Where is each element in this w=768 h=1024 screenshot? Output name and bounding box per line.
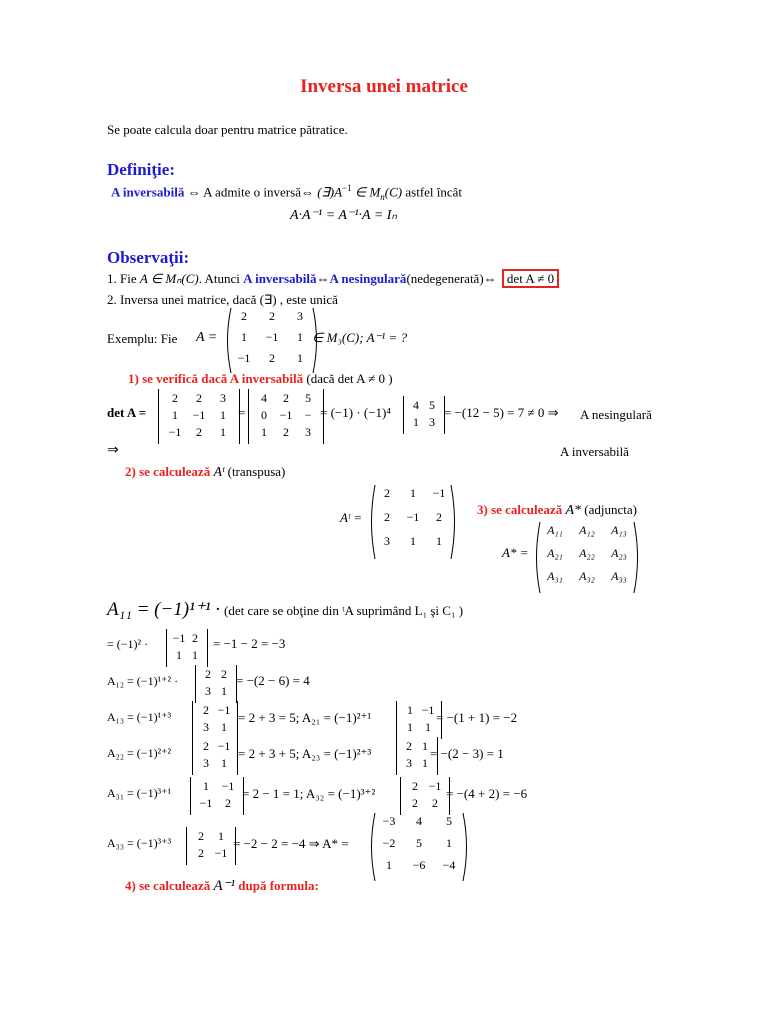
matrix-cell: 3 <box>297 309 303 323</box>
a11-result: = −1 − 2 = −3 <box>213 636 286 651</box>
matrix-cell: A₃₃ <box>611 569 627 583</box>
matrix-cell: −1 <box>432 486 446 500</box>
step1-cond: (dacă det A ≠ 0 ) <box>306 371 393 386</box>
matrix-cell: 1 <box>261 425 267 439</box>
matrix-cell: −1 <box>421 703 435 717</box>
example-a-eq: A = <box>196 330 218 345</box>
matrix-cell: 1 <box>407 720 413 734</box>
matrix-cell: 1 <box>221 720 227 734</box>
matrix-cell: 1 <box>172 408 178 422</box>
obs1-inversabila: A inversabilă <box>243 271 317 286</box>
matrix-cell: 1 <box>407 703 413 717</box>
a11-heading <box>107 598 463 621</box>
matrix-cell: 3 <box>203 720 209 734</box>
observation-1 <box>107 271 559 287</box>
matrix-cell: −3 <box>382 814 396 828</box>
obs1-boxed: det A ≠ 0 <box>502 269 559 288</box>
matrix-cell: 2 <box>412 796 418 810</box>
definition-text1: A admite o inversă <box>203 184 301 200</box>
a13-line: A₁₃ = (−1)¹⁺³ <box>107 710 172 724</box>
definition-lead: A inversabilă <box>111 184 185 200</box>
a31-line: A₃₁ = (−1)³⁺¹ <box>107 786 172 800</box>
matrix-cell: 1 <box>203 779 209 793</box>
matrix-cell: 5 <box>429 398 435 412</box>
det-expansion: = (−1) · (−1)⁴ <box>320 405 391 420</box>
matrix-cell: A₃₁ <box>547 569 563 583</box>
conclusion-nesingulara: A nesingulară <box>580 407 652 422</box>
matrix-cell: 2 <box>196 425 202 439</box>
definition-text3: ∈ M <box>354 184 381 200</box>
step2-line <box>125 464 285 481</box>
obs1-nedegenerata: (nedegenerată) <box>406 271 484 286</box>
matrix-cell: 2 <box>269 309 275 323</box>
matrix-cell: 4 <box>261 391 267 405</box>
a12-result: = −(2 − 6) = 4 <box>236 673 310 688</box>
matrix-cell: −1 <box>221 779 235 793</box>
step3-note: (adjuncta) <box>584 502 637 517</box>
matrix-cell: −1 <box>199 796 213 810</box>
matrix-cell: A₃₂ <box>579 569 595 583</box>
definition-text2: (∃)A <box>317 184 343 200</box>
matrix-cell: 1 <box>410 534 416 548</box>
matrix-cell: A₁₃ <box>611 523 627 537</box>
matrix-cell: − <box>304 408 312 422</box>
a22-line: A₂₂ = (−1)²⁺² <box>107 746 172 760</box>
a31-result: = 2 − 1 = 1; A₃₂ = (−1)³⁺² <box>242 786 376 801</box>
matrix-cell: −1 <box>168 425 182 439</box>
step4-math: A⁻¹ <box>213 878 236 894</box>
matrix-cell: 2 <box>221 667 227 681</box>
matrix-cell: −6 <box>412 858 426 872</box>
a22-result: = 2 + 3 + 5; A₂₃ = (−1)²⁺³ <box>238 746 372 761</box>
example-suffix: ∈ M₃(C); A⁻¹ = ? <box>312 330 408 345</box>
matrix-cell: −1 <box>192 408 206 422</box>
matrix-cell: 2 <box>225 796 231 810</box>
matrix-cell: 2 <box>384 486 390 500</box>
matrix-cell: 2 <box>192 631 198 645</box>
matrix-cell: 1 <box>410 486 416 500</box>
a11-note: (det care se obţine din ᵗA suprimând L₁ şi C₁ ) <box>224 603 464 618</box>
matrix-cell: 1 <box>413 415 419 429</box>
obs1-prefix: 1. Fie <box>107 271 137 286</box>
step3-line <box>477 502 637 519</box>
matrix-cell: −1 <box>237 351 251 365</box>
implies-arrow: ⇒ <box>107 443 119 458</box>
matrix-cell: 3 <box>429 415 435 429</box>
matrix-cell: A₂₃ <box>611 546 627 560</box>
matrix-cell: 1 <box>297 351 303 365</box>
matrix-cell: 1 <box>425 720 431 734</box>
matrix-cell: 2 <box>412 779 418 793</box>
example-prefix: Exemplu: Fie <box>107 331 178 346</box>
observations-heading: Observaţii: <box>107 248 190 267</box>
step2-label: 2) se calculează <box>125 464 211 479</box>
matrix-cell: 2 <box>406 739 412 753</box>
matrix-cell: 2 <box>198 829 204 843</box>
matrix-cell: 1 <box>386 858 392 872</box>
matrix-cell: 3 <box>203 756 209 770</box>
matrix-cell: 1 <box>297 330 303 344</box>
matrix-cell: 0 <box>261 408 267 422</box>
matrix-cell: 1 <box>176 648 182 662</box>
matrix-cell: 2 <box>384 510 390 524</box>
adj-label: A* = <box>502 545 529 560</box>
det-result: = −(12 − 5) = 7 ≠ 0 ⇒ <box>444 405 559 420</box>
matrix-cell: 3 <box>384 534 390 548</box>
matrix-cell: 2 <box>205 667 211 681</box>
a11-line: = (−1)² · <box>107 637 149 651</box>
matrix-cell: 1 <box>192 648 198 662</box>
matrix-cell: −1 <box>406 510 420 524</box>
matrix-cell: −1 <box>428 779 442 793</box>
transpose-label: Aᵗ = <box>340 510 363 525</box>
matrix-cell: 5 <box>305 391 311 405</box>
matrix-cell: 2 <box>283 425 289 439</box>
step4-suffix: după formula: <box>238 878 319 893</box>
matrix-cell: 1 <box>436 534 442 548</box>
matrix-cell: 2 <box>432 796 438 810</box>
matrix-cell: A₁₁ <box>547 523 563 537</box>
matrix-cell: 1 <box>220 425 226 439</box>
matrix-cell: 3 <box>205 684 211 698</box>
page-title: Inversa unei matrice <box>300 76 468 97</box>
matrix-cell: 1 <box>218 829 224 843</box>
matrix-cell: 1 <box>221 684 227 698</box>
matrix-cell: 4 <box>413 398 419 412</box>
definition-text5: astfel încât <box>405 184 463 200</box>
obs1-mid: . Atunci <box>198 271 240 286</box>
matrix-cell: A₁₂ <box>579 523 595 537</box>
matrix-cell: 2 <box>203 739 209 753</box>
matrix-cell: 5 <box>416 836 422 850</box>
iff-symbol-3: ⇔ <box>316 271 330 286</box>
matrix-cell: A₂₁ <box>547 546 563 560</box>
matrix-cell: −1 <box>279 408 293 422</box>
a33-line: A₃₃ = (−1)³⁺³ <box>107 836 172 850</box>
matrix-cell: 1 <box>241 330 247 344</box>
matrix-cell: 2 <box>203 703 209 717</box>
matrix-cell: 4 <box>416 814 422 828</box>
definition-heading: Definiţie: <box>107 160 175 179</box>
definition-text4: (C) <box>384 184 403 200</box>
a12-line: A₁₂ = (−1)¹⁺² · <box>107 674 179 688</box>
matrix-cell: −1 <box>214 846 228 860</box>
matrix-cell: −2 <box>382 836 396 850</box>
matrix-cell: 1 <box>422 756 428 770</box>
iff-symbol-4: ⇔ <box>483 271 497 286</box>
step2-note: (transpusa) <box>227 464 286 479</box>
definition-sup: −1 <box>342 183 352 193</box>
step1-label: 1) se verifică dacă A inversabilă <box>128 371 304 386</box>
matrix-cell: 2 <box>198 846 204 860</box>
matrix-cell: 2 <box>196 391 202 405</box>
a32-result: = −(4 + 2) = −6 <box>446 786 528 801</box>
matrix-cell: 2 <box>241 309 247 323</box>
step1-line <box>128 371 393 387</box>
definition-line <box>111 183 462 202</box>
matrix-cell: 1 <box>221 756 227 770</box>
det-label: det A = <box>107 405 147 420</box>
step2-math: Aᵗ <box>213 465 225 480</box>
matrix-cell: 5 <box>446 814 452 828</box>
matrix-cell: 3 <box>305 425 311 439</box>
matrix-cell: −1 <box>172 631 186 645</box>
iff-symbol-2: ⇔ <box>300 184 314 200</box>
matrix-cell: 3 <box>220 391 226 405</box>
obs1-math: A ∈ Mₙ(C) <box>139 271 199 286</box>
step4-label: 4) se calculează <box>125 878 211 893</box>
det-eq: = <box>238 405 246 420</box>
matrix-cell: −1 <box>217 703 231 717</box>
observation-2: 2. Inversa unei matrice, dacă (∃) , este unică <box>107 292 338 307</box>
a13-result: = 2 + 3 = 5; A₂₁ = (−1)²⁺¹ <box>238 710 372 725</box>
a11-head: A₁₁ = (−1)¹⁺¹ · <box>107 599 221 620</box>
intro-text: Se poate calcula doar pentru matrice pătratice. <box>107 122 348 137</box>
matrix-cell: 2 <box>269 351 275 365</box>
matrix-cell: 2 <box>283 391 289 405</box>
matrix-cell: −1 <box>265 330 279 344</box>
matrix-cell: 1 <box>422 739 428 753</box>
definition-sub: n <box>380 191 385 202</box>
step3-math: A* <box>565 503 582 518</box>
a21-result: = −(1 + 1) = −2 <box>436 710 518 725</box>
matrix-cell: 3 <box>406 756 412 770</box>
matrix-cell: A₂₂ <box>579 546 595 560</box>
matrix-cell: 1 <box>446 836 452 850</box>
conclusion-inversabila: A inversabilă <box>560 444 629 459</box>
matrix-cell: 1 <box>220 408 226 422</box>
matrix-cell: −1 <box>217 739 231 753</box>
definition-formula: A·A⁻¹ = A⁻¹·A = Iₙ <box>290 208 398 223</box>
a33-result: = −2 − 2 = −4 ⇒ A* = <box>233 836 349 851</box>
step4-line <box>125 876 319 895</box>
step3-label: 3) se calculează <box>477 502 563 517</box>
a23-result: = −(2 − 3) = 1 <box>430 746 504 761</box>
obs1-nesingulara: A nesingulară <box>329 271 407 286</box>
iff-symbol: ⇔ <box>187 184 201 200</box>
matrix-cell: 2 <box>172 391 178 405</box>
matrix-cell: 2 <box>436 510 442 524</box>
matrix-cell: −4 <box>442 858 456 872</box>
